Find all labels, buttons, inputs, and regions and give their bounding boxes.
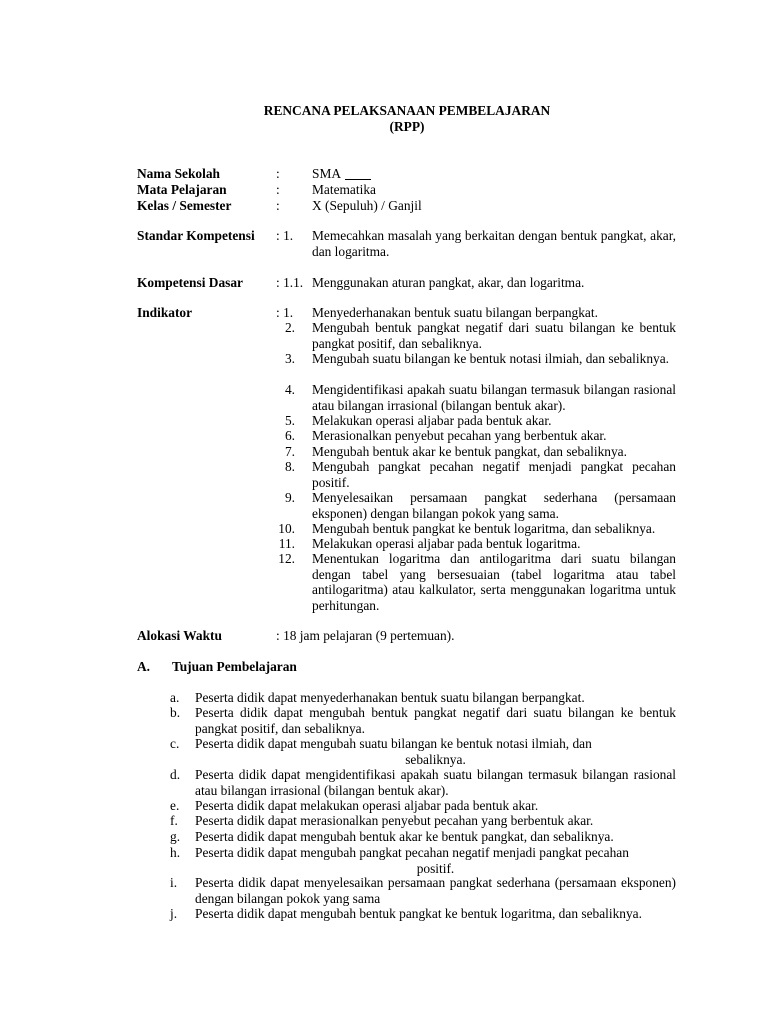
standar-text: Memecahkan masalah yang berkaitan dengan bentuk pangkat, akar, dan logaritma. bbox=[312, 228, 676, 259]
tujuan-letter-h: h. bbox=[170, 845, 181, 860]
tujuan-letter-f: f. bbox=[170, 813, 178, 828]
tujuan-item-h-text: Peserta didik dapat mengubah pangkat pecahan negatif menjadi pangkat pecahan bbox=[195, 845, 629, 860]
identity-row-mapel bbox=[0, 182, 768, 198]
indikator-num-3: 3. bbox=[284, 351, 295, 366]
indikator-item-2: Mengubah bentuk pangkat negatif dari suatu bilangan ke bentuk pangkat positif, dan sebaliknya. bbox=[312, 320, 676, 351]
identity-row-sekolah bbox=[0, 166, 768, 182]
tujuan-letter-b: b. bbox=[170, 705, 181, 720]
indikator-num-6: 6. bbox=[284, 428, 295, 443]
tujuan-item-d: Peserta didik dapat mengidentifikasi apakah suatu bilangan termasuk bilangan rasional atau bilangan irrasional (bilangan bentuk akar). bbox=[195, 767, 676, 798]
colon: : bbox=[276, 166, 280, 181]
standar-number: : 1. bbox=[276, 228, 294, 243]
tujuan-item-g: Peserta didik dapat mengubah bentuk akar ke bentuk pangkat, dan sebaliknya. bbox=[195, 829, 614, 844]
school-value: SMA bbox=[312, 166, 342, 181]
tujuan-letter-d: d. bbox=[170, 767, 181, 782]
indikator-item-12: Menentukan logaritma dan antilogaritma dari suatu bilangan dengan tabel yang bersesuaian (tabel logaritma atau tabel antilogaritma) atau kalkulator, serta menggunakan logaritma untuk perhitungan. bbox=[312, 551, 676, 613]
indikator-item-6: Merasionalkan penyebut pecahan yang berbentuk akar. bbox=[312, 428, 607, 443]
tujuan-item-c-text: Peserta didik dapat mengubah suatu bilangan ke bentuk notasi ilmiah, dan bbox=[195, 736, 592, 751]
value-kelas-semester: X (Sepuluh) / Ganjil bbox=[312, 198, 422, 213]
tujuan-item-c-cont: sebaliknya. bbox=[405, 751, 466, 767]
label-kompetensi-dasar: Kompetensi Dasar bbox=[137, 275, 244, 290]
label-nama-sekolah: Nama Sekolah bbox=[137, 166, 220, 181]
tujuan-letter-e: e. bbox=[170, 798, 180, 813]
indikator-item-1: Menyederhanakan bentuk suatu bilangan berpangkat. bbox=[312, 305, 598, 320]
indikator-item-10: Mengubah bentuk pangkat ke bentuk logaritma, dan sebaliknya. bbox=[312, 521, 656, 536]
tujuan-letter-g: g. bbox=[170, 829, 181, 844]
value-nama-sekolah bbox=[312, 166, 371, 182]
section-heading: Tujuan Pembelajaran bbox=[172, 659, 297, 674]
document-title: RENCANA PELAKSANAAN PEMBELAJARAN bbox=[263, 103, 551, 118]
indikator-num-2: 2. bbox=[284, 320, 295, 335]
tujuan-item-c bbox=[195, 736, 676, 767]
label-standar-kompetensi: Standar Kompetensi bbox=[137, 228, 255, 243]
kompetensi-row bbox=[0, 275, 768, 291]
document-subtitle: (RPP) bbox=[389, 119, 425, 134]
alokasi-value: : 18 jam pelajaran (9 pertemuan). bbox=[276, 628, 455, 643]
indikator-num-4: 4. bbox=[284, 382, 295, 397]
tujuan-letter-a: a. bbox=[170, 690, 180, 705]
indikator-num-7: 7. bbox=[284, 444, 295, 459]
label-mata-pelajaran: Mata Pelajaran bbox=[137, 182, 227, 197]
indikator-num-11: 11. bbox=[278, 536, 295, 551]
identity-row-kelas bbox=[0, 198, 768, 214]
tujuan-item-a: Peserta didik dapat menyederhanakan bentuk suatu bilangan berpangkat. bbox=[195, 690, 585, 705]
indikator-item-11: Melakukan operasi aljabar pada bentuk logaritma. bbox=[312, 536, 581, 551]
indikator-num-12: 12. bbox=[278, 551, 295, 566]
colon: : bbox=[276, 182, 280, 197]
indikator-item-7: Mengubah bentuk akar ke bentuk pangkat, dan sebaliknya. bbox=[312, 444, 627, 459]
indikator-num-8: 8. bbox=[284, 459, 295, 474]
alokasi-row bbox=[0, 628, 768, 644]
indikator-item-5: Melakukan operasi aljabar pada bentuk akar. bbox=[312, 413, 552, 428]
tujuan-item-f: Peserta didik dapat merasionalkan penyebut pecahan yang berbentuk akar. bbox=[195, 813, 594, 828]
indikator-item-4: Mengidentifikasi apakah suatu bilangan termasuk bilangan rasional atau bilangan irrasional (bilangan bentuk akar). bbox=[312, 382, 676, 413]
indikator-item-8: Mengubah pangkat pecahan negatif menjadi pangkat pecahan positif. bbox=[312, 459, 676, 490]
indikator-num-1: : 1. bbox=[276, 305, 294, 320]
indikator-num-9: 9. bbox=[284, 490, 295, 505]
tujuan-item-b: Peserta didik dapat mengubah bentuk pangkat negatif dari suatu bilangan ke bentuk pangkat positif, dan sebaliknya. bbox=[195, 705, 676, 736]
tujuan-item-h-cont: positif. bbox=[416, 860, 455, 876]
value-mata-pelajaran: Matematika bbox=[312, 182, 376, 197]
kompetensi-text: Menggunakan aturan pangkat, akar, dan logaritma. bbox=[312, 275, 585, 290]
tujuan-item-e: Peserta didik dapat melakukan operasi aljabar pada bentuk akar. bbox=[195, 798, 539, 813]
tujuan-item-h bbox=[195, 845, 676, 876]
tujuan-letter-i: i. bbox=[170, 875, 178, 890]
kompetensi-number: : 1.1. bbox=[276, 275, 304, 290]
label-indikator: Indikator bbox=[137, 305, 193, 320]
tujuan-letter-j: j. bbox=[170, 906, 178, 921]
indikator-item-3: Mengubah suatu bilangan ke bentuk notasi ilmiah, dan sebaliknya. bbox=[312, 351, 670, 366]
indikator-item-9: Menyelesaikan persamaan pangkat sederhana (persamaan eksponen) dengan bilangan pokok yang sama. bbox=[312, 490, 676, 521]
colon: : bbox=[276, 198, 280, 213]
label-kelas-semester: Kelas / Semester bbox=[137, 198, 232, 213]
label-alokasi-waktu: Alokasi Waktu bbox=[137, 628, 222, 643]
tujuan-item-i: Peserta didik dapat menyelesaikan persamaan pangkat sederhana (persamaan eksponen) dengan bilangan pokok yang sama bbox=[195, 875, 676, 906]
indikator-num-5: 5. bbox=[284, 413, 295, 428]
section-letter: A. bbox=[137, 659, 151, 674]
fill-in-blank bbox=[345, 167, 371, 180]
tujuan-letter-c: c. bbox=[170, 736, 180, 751]
indikator-num-10: 10. bbox=[278, 521, 295, 536]
tujuan-item-j: Peserta didik dapat mengubah bentuk pangkat ke bentuk logaritma, dan sebaliknya. bbox=[195, 906, 642, 921]
